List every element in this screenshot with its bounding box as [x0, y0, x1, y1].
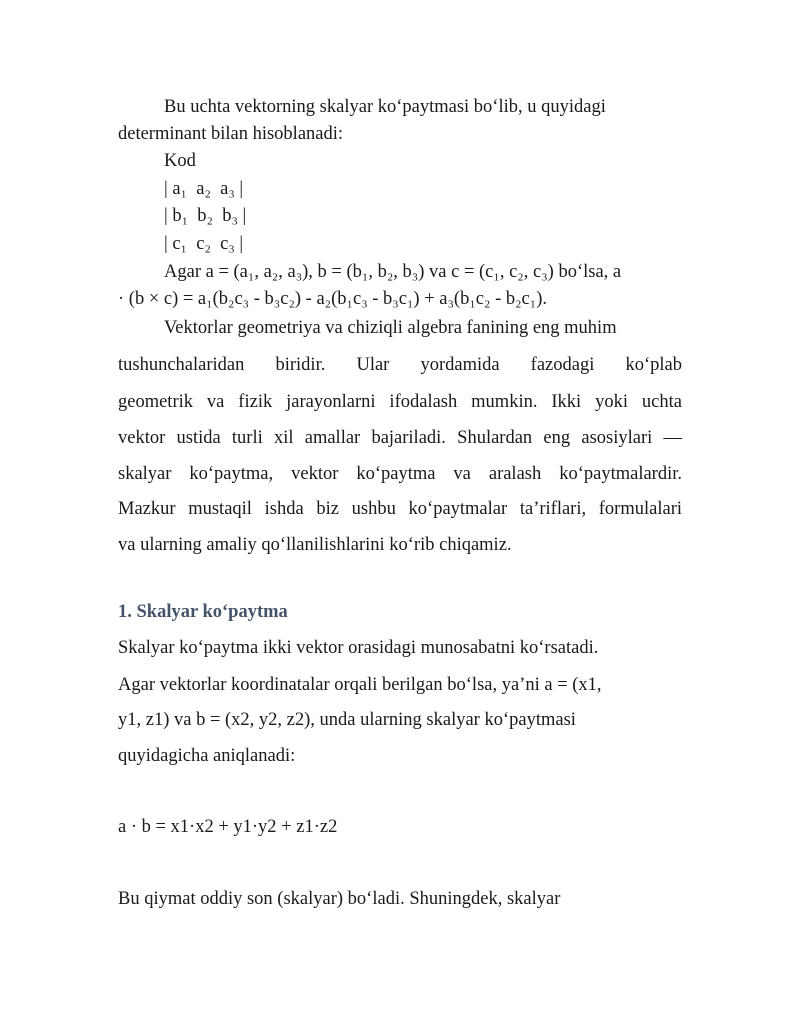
agar-line-1: Agar a = (a₁, a₂, a₃), b = (b₁, b₂, b₃) va c = (c₁, c₂, c₃) bo‘lsa, a: [164, 262, 622, 282]
intro-line-2: determinant bilan hisoblanadi:: [118, 124, 344, 144]
section-line-4: quyidagicha aniqlanadi:: [118, 746, 296, 766]
matrix-row-2: | b₁ b₂ b₃ |: [164, 206, 247, 226]
paragraph-line-4: vektor ustida turli xil amallar bajariladi. Shulardan eng asosiylari —: [118, 428, 682, 448]
dot-product-formula: a · b = x1·x2 + y1·y2 + z1·z2: [118, 817, 338, 837]
paragraph-line-1: Vektorlar geometriya va chiziqli algebra fanining eng muhim: [164, 318, 617, 338]
paragraph-line-6: Mazkur mustaqil ishda biz ushbu ko‘paytmalar ta’riflari, formulalari: [118, 499, 682, 519]
matrix-row-1: | a₁ a₂ a₃ |: [164, 179, 244, 199]
section-line-1: Skalyar ko‘paytma ikki vektor orasidagi munosabatni ko‘rsatadi.: [118, 638, 599, 658]
agar-line-2: · (b × c) = a₁(b₂c₃ - b₃c₂) - a₂(b₁c₃ - b₃c₁) + a₃(b₁c₂ - b₂c₁).: [118, 289, 547, 309]
section-tail-line: Bu qiymat oddiy son (skalyar) bo‘ladi. Shuningdek, skalyar: [118, 889, 561, 909]
paragraph-line-5: skalyar ko‘paytma, vektor ko‘paytma va aralash ko‘paytmalardir.: [118, 464, 682, 484]
paragraph-line-7: va ularning amaliy qo‘llanilishlarini ko‘rib chiqamiz.: [118, 535, 512, 555]
section-line-3: y1, z1) va b = (x2, y2, z2), unda ularning skalyar ko‘paytmasi: [118, 710, 576, 730]
section-line-2: Agar vektorlar koordinatalar orqali berilgan bo‘lsa, ya’ni a = (x1,: [118, 675, 602, 695]
intro-line-1: Bu uchta vektorning skalyar ko‘paytmasi bo‘lib, u quyidagi: [164, 97, 606, 117]
section-heading: 1. Skalyar ko‘paytma: [118, 602, 288, 622]
code-label: Kod: [164, 151, 196, 171]
paragraph-line-2: tushunchalaridan biridir. Ular yordamida fazodagi ko‘plab: [118, 355, 682, 375]
matrix-row-3: | c₁ c₂ c₃ |: [164, 234, 244, 254]
paragraph-line-3: geometrik va fizik jarayonlarni ifodalash mumkin. Ikki yoki uchta: [118, 392, 682, 412]
